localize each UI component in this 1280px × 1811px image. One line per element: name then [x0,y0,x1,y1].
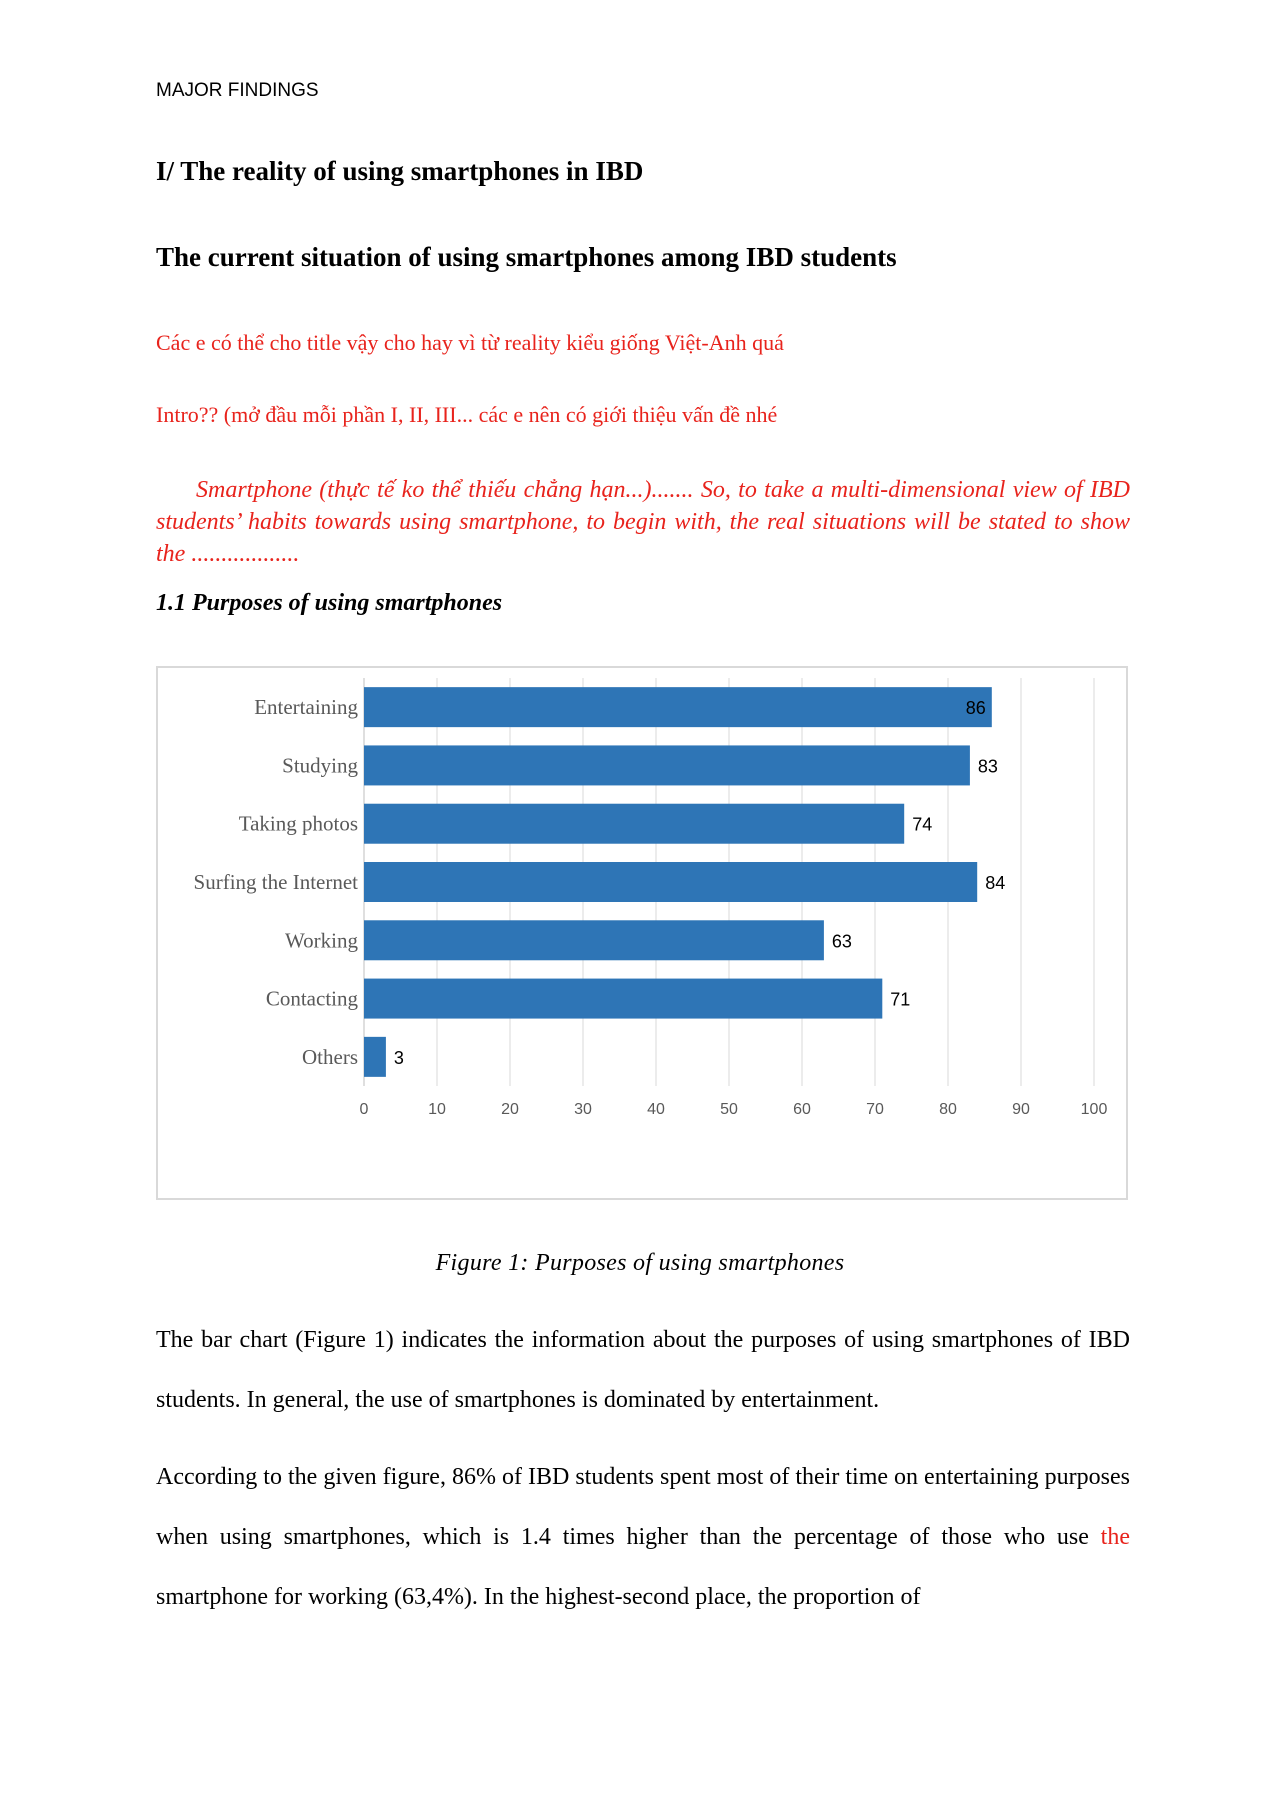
section-heading: I/ The reality of using smartphones in IBD [156,156,644,186]
x-tick-label: 60 [793,1101,811,1118]
body-paragraph-1: The bar chart (Figure 1) indicates the information about the purposes of using smartphones of IBD students. In general, the use of smartphones is dominated by entertainment. [156,1327,1130,1413]
bar [364,687,992,727]
body-paragraph-2-start: According to the given figure, 86% of IBD students spent most of their time on entertaining purposes when using smartphones, which is 1.4 times higher than the percentage of those who use [156,1464,1130,1550]
x-tick-label: 40 [647,1101,665,1118]
x-tick-label: 80 [939,1101,957,1118]
bar [364,804,904,844]
data-label: 74 [912,814,933,835]
purposes-bar-chart [156,666,1128,1200]
category-label: Taking photos [238,811,358,836]
subsection-heading: 1.1 Purposes of using smartphones [156,590,503,616]
section-subheading: The current situation of using smartphones among IBD students [156,242,897,272]
page-header: MAJOR FINDINGS [156,80,319,101]
body-paragraph-2 [156,1447,1130,1627]
x-tick-label: 90 [1012,1101,1030,1118]
x-tick-label: 20 [501,1101,519,1118]
x-tick-label: 10 [428,1101,446,1118]
category-label: Contacting [265,986,358,1011]
x-tick-label: 100 [1080,1101,1108,1118]
category-label: Surfing the Internet [193,870,358,894]
reviewer-note-intro: Intro?? (mở đầu mỗi phần I, II, III... các e nên có giới thiệu vấn đề nhé [156,402,778,427]
x-tick-label: 50 [720,1101,738,1118]
x-tick-label: 70 [866,1101,884,1118]
category-label: Entertaining [254,695,358,720]
category-label: Studying [282,753,358,778]
intro-paragraph-text: Smartphone (thực tế ko thể thiếu chẳng hạn...)....... So, to take a multi-dimensional view of IBD students’ habits towards using smartphone, to begin with, the real situations will be stated to show the .................. [156,477,1130,567]
bar [364,920,824,960]
bar [364,862,977,902]
category-label: Others [302,1044,358,1069]
intro-paragraph [156,474,1130,570]
data-label: 83 [977,756,998,777]
data-label: 71 [890,989,911,1010]
body-paragraph-2-end: smartphone for working (63,4%). In the highest-second place, the proportion of [156,1584,921,1610]
figure-caption: Figure 1: Purposes of using smartphones [435,1250,845,1276]
reviewer-note-title: Các e có thể cho title vậy cho hay vì từ reality kiểu giống Việt-Anh quá [156,330,784,355]
bar [364,979,882,1019]
x-tick-label: 0 [359,1101,369,1118]
body-paragraph-2-highlight: the [1100,1524,1130,1550]
chart-svg [158,668,1126,1198]
bar [364,1037,386,1077]
category-label: Working [285,928,358,953]
data-label: 3 [393,1047,404,1068]
data-label: 86 [965,698,986,719]
data-label: 84 [985,873,1006,893]
x-tick-label: 30 [574,1101,592,1118]
data-label: 63 [831,931,852,952]
bar [364,745,970,785]
